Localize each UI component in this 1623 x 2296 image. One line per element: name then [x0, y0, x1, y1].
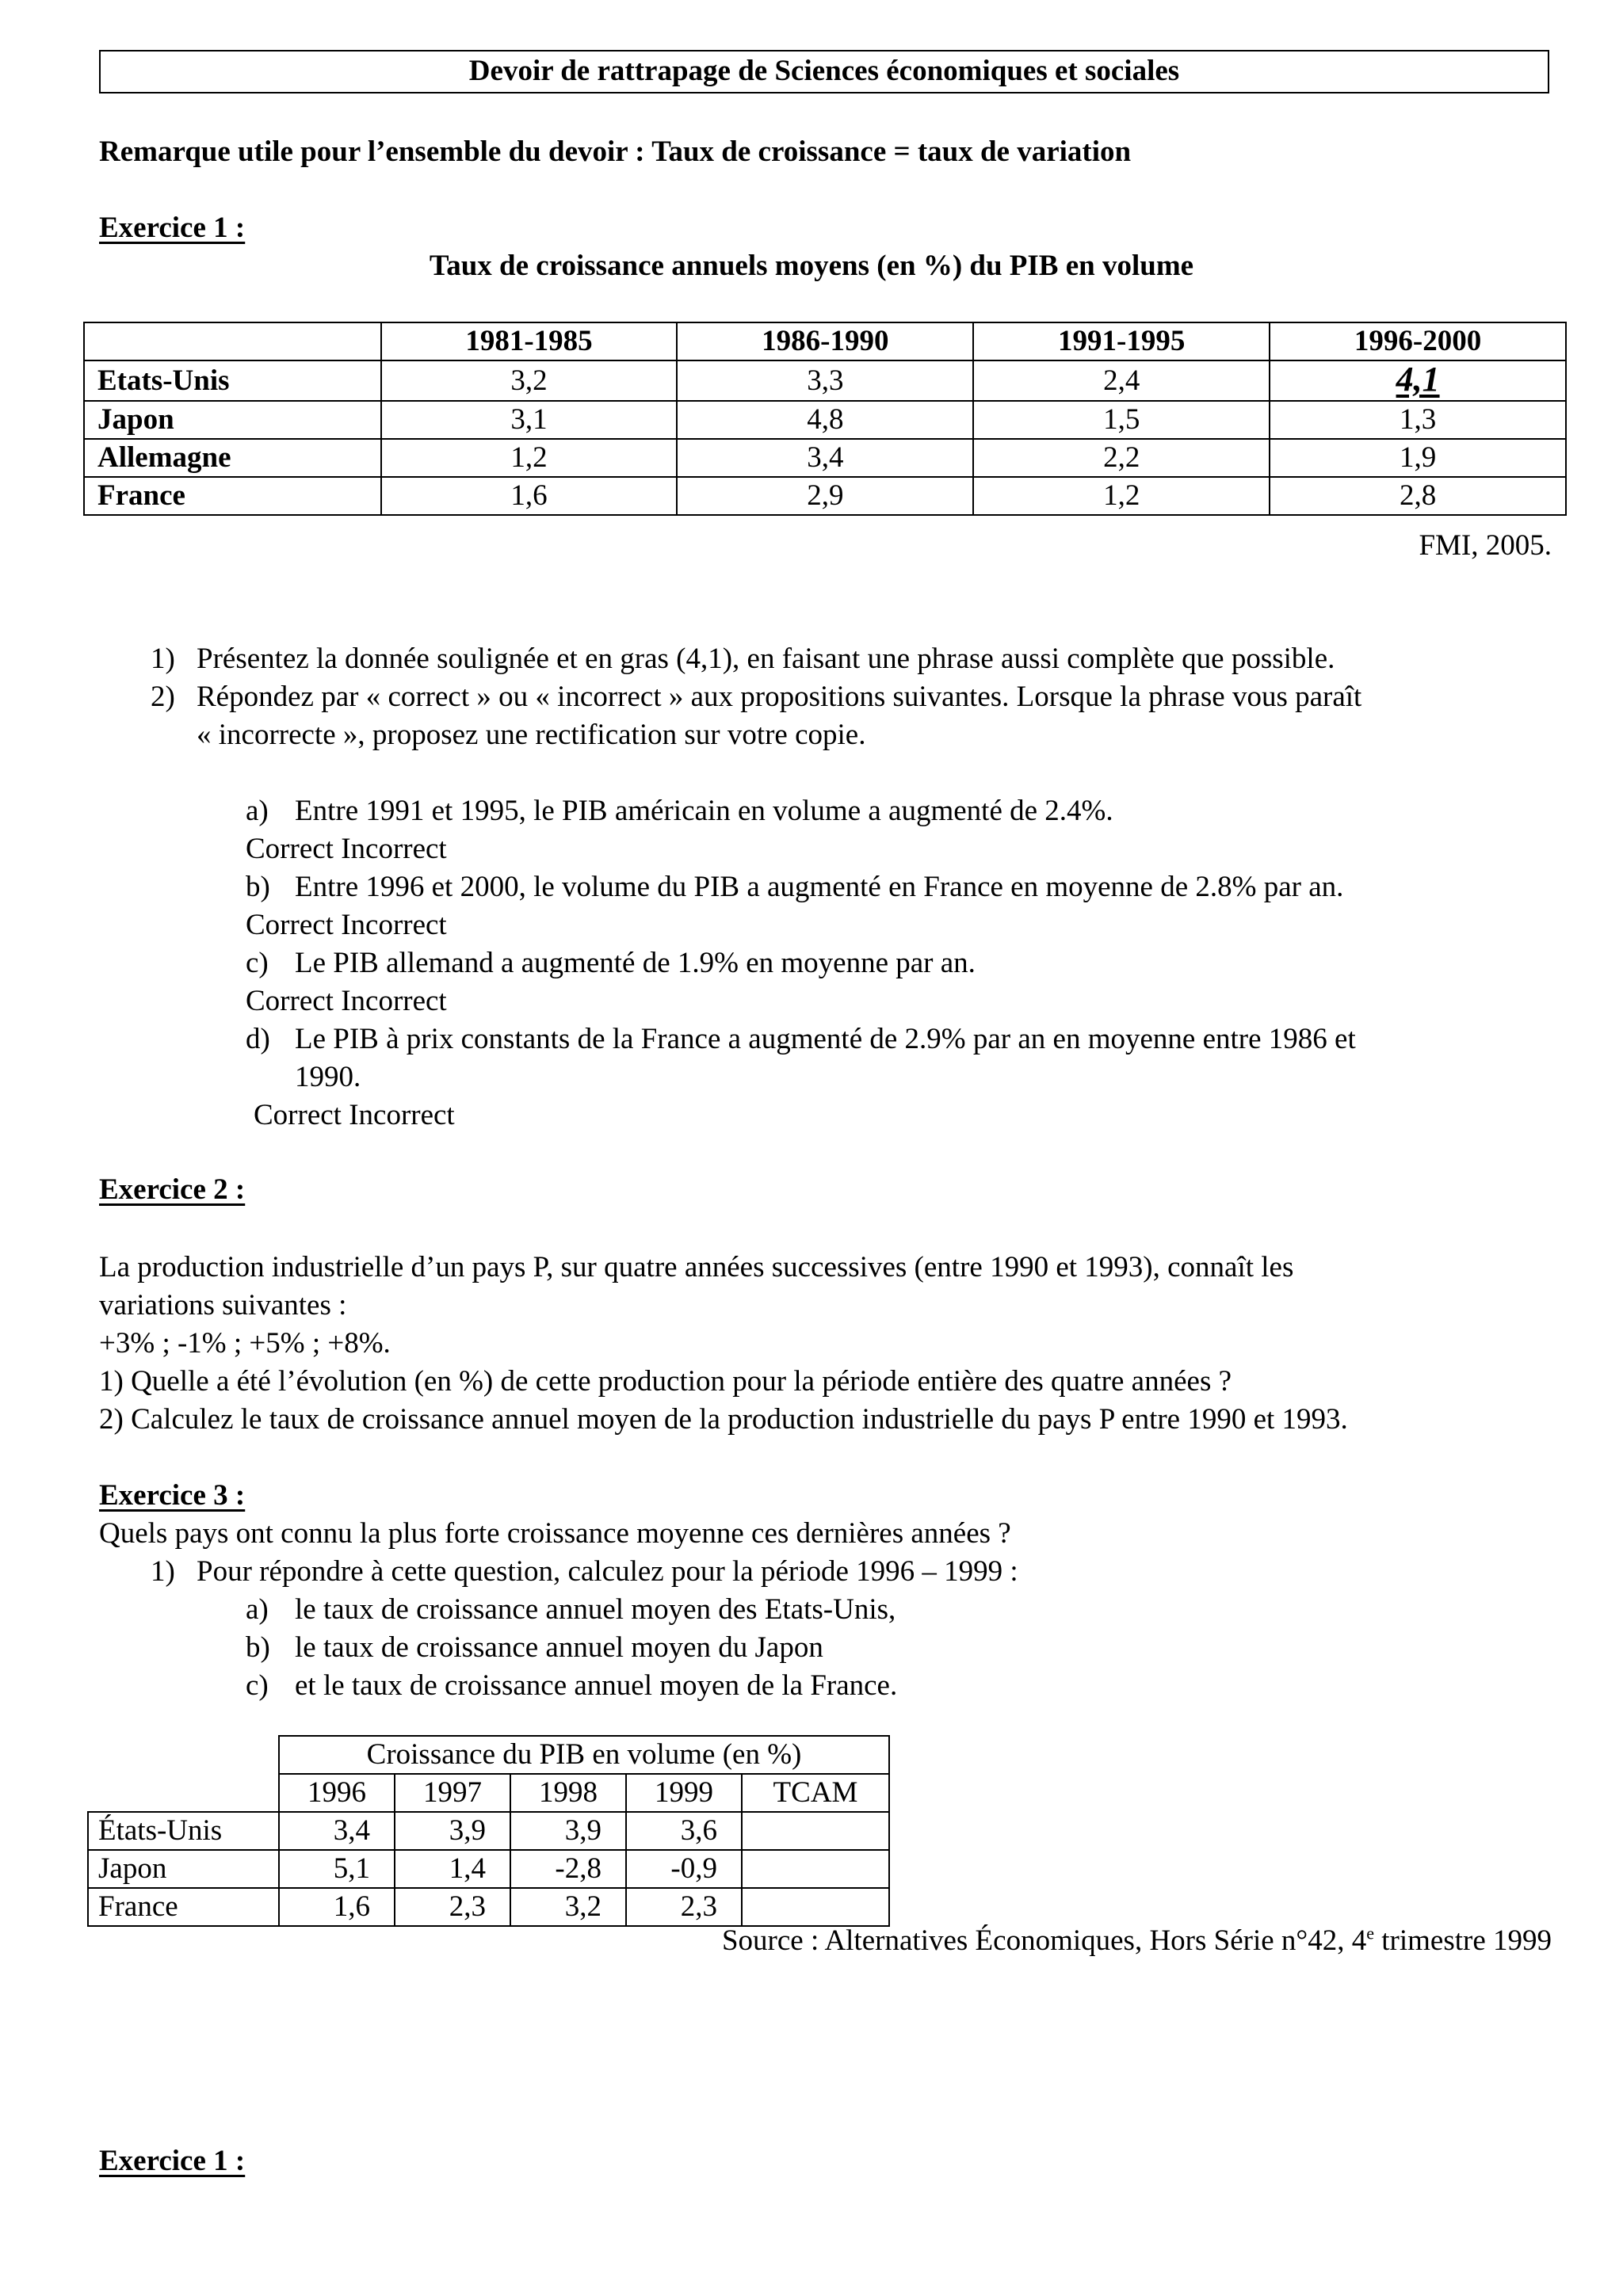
remark: Remarque utile pour l’ensemble du devoir : Taux de croissance = taux de variation	[99, 135, 1132, 168]
row-header: Japon	[88, 1850, 279, 1888]
table-title-row	[88, 1736, 889, 1774]
table-cell: 3,2	[510, 1888, 626, 1926]
choice-b: Correct Incorrect	[246, 909, 447, 941]
column-header: 1986-1990	[677, 322, 973, 360]
table-cell: -2,8	[510, 1850, 626, 1888]
ex2-text-2: variations suivantes :	[99, 1289, 347, 1322]
table-cell	[742, 1812, 889, 1850]
table-cell: 2,9	[677, 477, 973, 515]
ex3-question-1: Pour répondre à cette question, calculez pour la période 1996 – 1999 :	[197, 1555, 1018, 1588]
ex1-source: FMI, 2005.	[1419, 529, 1552, 562]
table-row	[84, 401, 1566, 439]
table-cell: 3,3	[677, 360, 973, 401]
table-cell: 3,1	[381, 401, 678, 439]
table-cell: 1,4	[395, 1850, 510, 1888]
item-letter: c)	[246, 947, 269, 979]
table-cell: 1,2	[381, 439, 678, 477]
column-header: 1998	[510, 1774, 626, 1812]
item-letter: c)	[246, 1669, 269, 1702]
table-row	[88, 1888, 889, 1926]
ex2-heading: Exercice 2 :	[99, 1173, 246, 1206]
table-cell: 3,6	[626, 1812, 742, 1850]
item-letter: a)	[246, 795, 269, 827]
choice-a: Correct Incorrect	[246, 833, 447, 865]
ex3-table	[87, 1735, 890, 1927]
table-row	[84, 477, 1566, 515]
question-2-line-2: « incorrecte », proposez une rectification sur votre copie.	[197, 719, 866, 751]
table-cell: 1,9	[1270, 439, 1566, 477]
page-title: Devoir de rattrapage de Sciences économiques et sociales	[99, 50, 1549, 93]
table-cell: 1,5	[973, 401, 1270, 439]
column-header: 1997	[395, 1774, 510, 1812]
ex2-variations: +3% ; -1% ; +5% ; +8%.	[99, 1327, 391, 1360]
row-header: France	[88, 1888, 279, 1926]
question-1: Présentez la donnée soulignée et en gras (4,1), en faisant une phrase aussi complète que possible.	[197, 643, 1335, 675]
choice-c: Correct Incorrect	[246, 985, 447, 1017]
ex3-source	[722, 1922, 1552, 1960]
table-cell: 2,3	[626, 1888, 742, 1926]
ex1-table	[83, 322, 1567, 516]
ex3-question: Quels pays ont connu la plus forte croissance moyenne ces dernières années ?	[99, 1517, 1011, 1550]
table-title: Croissance du PIB en volume (en %)	[279, 1736, 889, 1774]
table-cell: 2,4	[973, 360, 1270, 401]
ex1-heading: Exercice 1 :	[99, 212, 246, 244]
table-cell: 1,6	[381, 477, 678, 515]
table-header-row	[88, 1774, 889, 1812]
footer-heading: Exercice 1 :	[99, 2145, 246, 2177]
highlighted-cell	[1270, 360, 1566, 401]
column-header: 1996	[279, 1774, 395, 1812]
source-superscript: e	[1366, 1923, 1374, 1943]
item-letter: b)	[246, 1631, 270, 1664]
table-cell: 3,9	[395, 1812, 510, 1850]
table-corner	[88, 1774, 279, 1812]
item-letter: b)	[246, 871, 270, 903]
row-header: Japon	[84, 401, 381, 439]
table-cell: 1,3	[1270, 401, 1566, 439]
ex3-heading: Exercice 3 :	[99, 1479, 246, 1512]
ex2-question-1: 1) Quelle a été l’évolution (en %) de cette production pour la période entière des quatre années ?	[99, 1365, 1232, 1398]
table-cell: 1,2	[973, 477, 1270, 515]
table-row	[88, 1850, 889, 1888]
table-cell: 2,2	[973, 439, 1270, 477]
table-cell	[742, 1888, 889, 1926]
row-header: Allemagne	[84, 439, 381, 477]
table-cell: 3,4	[279, 1812, 395, 1850]
question-2-line-1: Répondez par « correct » ou « incorrect » aux propositions suivantes. Lorsque la phrase vous paraît	[197, 681, 1362, 713]
column-header: 1981-1985	[381, 322, 678, 360]
table-cell: 3,4	[677, 439, 973, 477]
source-text: Source : Alternatives Économiques, Hors Série n°42, 4	[721, 1924, 1367, 1957]
row-header: France	[84, 477, 381, 515]
table-row	[84, 439, 1566, 477]
item-letter: a)	[246, 1593, 269, 1626]
proposition-b: Entre 1996 et 2000, le volume du PIB a augmenté en France en moyenne de 2.8% par an.	[295, 871, 1344, 903]
table-cell: 3,2	[381, 360, 678, 401]
table-cell: 3,9	[510, 1812, 626, 1850]
ex3-item-c: et le taux de croissance annuel moyen de la France.	[295, 1669, 898, 1702]
proposition-d-line-1: Le PIB à prix constants de la France a augmenté de 2.9% par an en moyenne entre 1986 et	[295, 1023, 1356, 1055]
table-cell: 2,8	[1270, 477, 1566, 515]
ex3-item-b: le taux de croissance annuel moyen du Japon	[295, 1631, 823, 1664]
table-cell	[742, 1850, 889, 1888]
table-cell: 5,1	[279, 1850, 395, 1888]
column-header: 1999	[626, 1774, 742, 1812]
table-cell: 4,8	[677, 401, 973, 439]
ex2-text-1: La production industrielle d’un pays P, sur quatre années successives (entre 1990 et 1993), connaît les	[99, 1251, 1294, 1283]
column-header: 1996-2000	[1270, 322, 1566, 360]
question-number: 1)	[151, 643, 175, 675]
proposition-c: Le PIB allemand a augmenté de 1.9% en moyenne par an.	[295, 947, 976, 979]
row-header: États-Unis	[88, 1812, 279, 1850]
source-text-end: trimestre 1999	[1373, 1924, 1552, 1957]
table-corner	[84, 322, 381, 360]
table-row	[88, 1812, 889, 1850]
table-cell: -0,9	[626, 1850, 742, 1888]
column-header: TCAM	[742, 1774, 889, 1812]
row-header: Etats-Unis	[84, 360, 381, 401]
highlighted-value: 4,1	[1396, 360, 1440, 399]
proposition-a: Entre 1991 et 1995, le PIB américain en volume a augmenté de 2.4%.	[295, 795, 1113, 827]
ex2-question-2: 2) Calculez le taux de croissance annuel moyen de la production industrielle du pays P entre 1990 et 1993.	[99, 1403, 1348, 1436]
ex3-item-a: le taux de croissance annuel moyen des Etats-Unis,	[295, 1593, 896, 1626]
question-number: 2)	[151, 681, 175, 713]
question-number: 1)	[151, 1555, 175, 1588]
column-header: 1991-1995	[973, 322, 1270, 360]
table-header-row	[84, 322, 1566, 360]
proposition-d-line-2: 1990.	[295, 1061, 361, 1093]
table-cell: 2,3	[395, 1888, 510, 1926]
table-corner	[88, 1736, 279, 1774]
item-letter: d)	[246, 1023, 270, 1055]
ex1-table-title: Taux de croissance annuels moyens (en %) du PIB en volume	[429, 250, 1194, 282]
choice-d: Correct Incorrect	[254, 1099, 455, 1131]
table-cell: 1,6	[279, 1888, 395, 1926]
table-row	[84, 360, 1566, 401]
